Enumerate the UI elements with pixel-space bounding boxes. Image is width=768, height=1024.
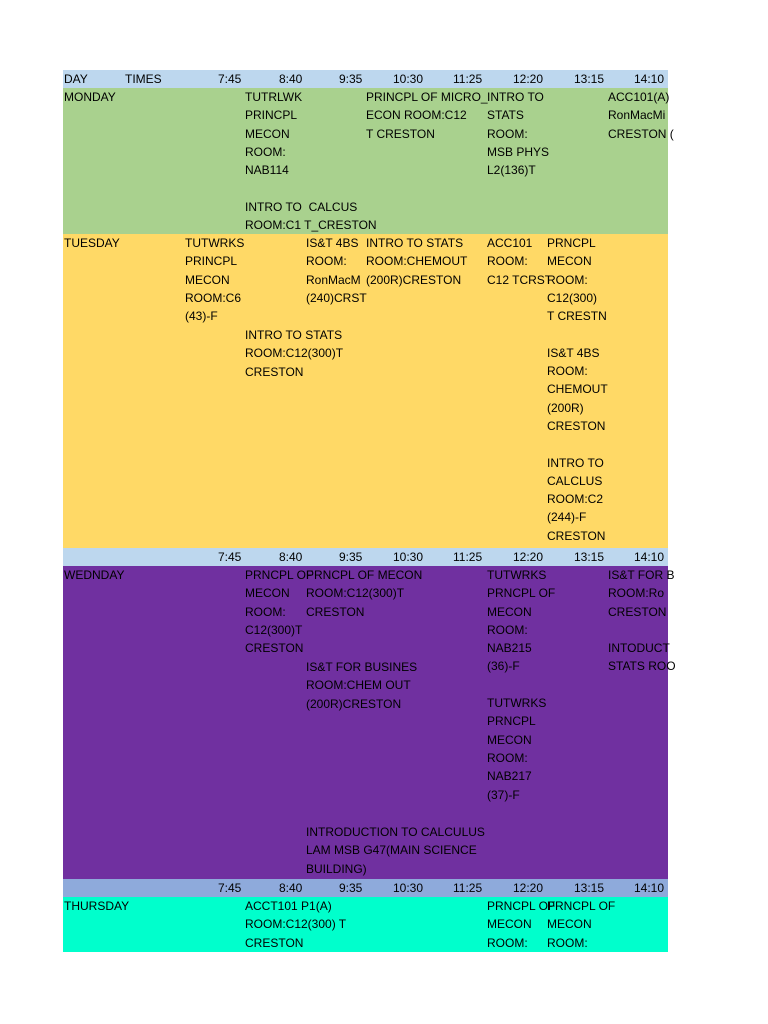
entry-line: MECON (487, 604, 532, 619)
entry-line: STATS (487, 108, 524, 123)
entry-line: C12(300) (547, 290, 598, 305)
entry-line: ROOM: (547, 272, 588, 287)
class-entry (306, 658, 436, 713)
entry-line: MECON (245, 586, 290, 601)
class-entry (487, 88, 550, 179)
time-header: 8:40 (279, 550, 303, 564)
entry-line: MECON (547, 254, 592, 269)
time-header: 7:45 (218, 881, 242, 895)
entry-line: IS&T FOR BUSINES (306, 660, 418, 674)
time-header: 14:10 (634, 72, 665, 86)
time-header: 8:40 (279, 72, 303, 86)
entry-line: L2(136)T (487, 163, 536, 178)
class-entry (547, 234, 607, 545)
entry-line: PRNCPL OF (487, 899, 556, 913)
class-entry (245, 198, 377, 235)
entry-line: PRNCPL (547, 236, 596, 250)
time-header: 10:30 (393, 881, 424, 895)
entry-line: RonMacMi (608, 108, 666, 123)
entry-line: IS&T 4BS (547, 345, 600, 360)
entry-line: ROOM: (306, 254, 347, 269)
time-header: 9:35 (339, 72, 363, 86)
class-entry (245, 566, 314, 657)
time-header: 10:30 (393, 72, 424, 86)
time-header: 11:25 (453, 72, 483, 86)
entry-line: (200R)CRESTON (366, 272, 462, 287)
time-header: 12:20 (513, 881, 544, 895)
entry-line: (240)CRST (306, 290, 367, 305)
entry-line: (200R)CRESTON (306, 696, 402, 711)
entry-line: ACCT101 P1(A) (245, 899, 332, 913)
entry-line: ROOM: (487, 622, 528, 637)
day-label-thursday: THURSDAY (64, 899, 130, 913)
entry-line: ROOM: (487, 750, 528, 765)
entry-line: TUTWRKS (185, 236, 245, 250)
entry-line: STATS ROO (608, 659, 676, 674)
entry-line: PRNCPL OF (245, 568, 314, 582)
class-entry (487, 897, 556, 952)
entry-line: LAM MSB G47(MAIN SCIENCE (306, 843, 477, 858)
time-header: 12:20 (513, 550, 544, 564)
entry-line: CALCLUS (547, 473, 603, 488)
time-header: 12:20 (513, 72, 544, 86)
entry-line: INTRO TO (487, 90, 544, 104)
entry-line: ROOM:CHEMOUT (366, 254, 468, 269)
class-entry (608, 88, 674, 143)
entry-line (547, 325, 607, 343)
entry-line: T CRESTON (366, 126, 435, 141)
entry-line: ACC101 (487, 236, 533, 250)
wednesday-row (63, 566, 676, 879)
entry-line: INTRO TO STATS (366, 236, 464, 250)
entry-line: ROOM: (245, 604, 286, 619)
class-entry (487, 234, 553, 289)
entry-line: ACC101(A) (608, 90, 670, 104)
entry-line: PRNCPL OF (547, 899, 616, 913)
class-entry (547, 897, 616, 952)
header-row (63, 548, 668, 566)
entry-line: INTODUCT (608, 641, 670, 656)
entry-line: CRESTON (306, 604, 365, 619)
entry-line: TUTWRKS (487, 568, 547, 582)
time-header: 7:45 (218, 550, 242, 564)
entry-line: PRNCPL OF MECON (306, 568, 423, 582)
timetable-sheet (63, 0, 676, 1024)
entry-line (487, 676, 547, 694)
entry-line: ROOM: (547, 364, 588, 379)
class-entry (306, 566, 426, 621)
entry-line: CRESTON ( (608, 126, 674, 141)
time-header: 11:25 (453, 550, 483, 564)
entry-line: INTRO TO (547, 455, 604, 470)
entry-line: INTRO TO STATS (245, 328, 343, 342)
entry-line: (37)-F (487, 787, 520, 802)
time-header: 13:15 (574, 72, 605, 86)
entry-line: TUTRLWK (245, 90, 303, 104)
class-entry (608, 566, 676, 676)
day-label-wednesday: WEDNDAY (64, 568, 125, 582)
time-header: 13:15 (574, 881, 605, 895)
class-entry (245, 88, 305, 179)
entry-line: (200R) (547, 400, 584, 415)
entry-line: CRESTON (245, 641, 304, 656)
time-header: 14:10 (634, 881, 665, 895)
time-header: 9:35 (339, 550, 363, 564)
entry-line: ROOM:C12(300) T (245, 917, 347, 932)
entry-line: PRNCPL OF (487, 586, 556, 601)
day-label-tuesday: TUESDAY (64, 236, 120, 250)
day-label-monday: MONDAY (64, 90, 116, 104)
monday-row (63, 88, 674, 234)
entry-line: ROOM: (487, 254, 528, 269)
entry-line: ROOM:C2 (547, 492, 604, 507)
class-entry (306, 234, 366, 307)
entry-line: CRESTON (245, 935, 304, 950)
time-header: 11:25 (453, 881, 483, 895)
time-header: 10:30 (393, 550, 424, 564)
entry-line: MECON (245, 126, 290, 141)
day-column-header: DAY (64, 72, 88, 86)
entry-line: ROOM:Ro (608, 586, 665, 601)
entry-line: NAB215 (487, 641, 532, 656)
entry-line: IS&T FOR B (608, 568, 675, 582)
entry-line: CRESTON (608, 604, 667, 619)
times-column-header: TIMES (125, 72, 162, 86)
tuesday-row (63, 234, 668, 548)
entry-line: RonMacM (306, 272, 361, 287)
time-header: 13:15 (574, 550, 605, 564)
entry-line: MECON (185, 272, 230, 287)
entry-line: TUTWRKS (487, 696, 547, 711)
entry-line: ROOM:C6 (185, 290, 242, 305)
class-entry (245, 326, 366, 381)
entry-line: ROOM:C1 T_CRESTON (245, 218, 377, 233)
entry-line: ECON ROOM:C12 (366, 108, 467, 123)
entry-line: PRINCPL OF MICRO_ (366, 90, 488, 104)
entry-line: CRESTON (547, 528, 606, 543)
entry-line: C12(300)T (245, 622, 303, 637)
entry-line: ROOM: (487, 935, 528, 950)
entry-line: T CRESTN (547, 309, 607, 324)
header-row (63, 70, 668, 88)
entry-line: ROOM:C12(300)T (245, 346, 344, 361)
entry-line: (36)-F (487, 659, 520, 674)
entry-line: MSB PHYS (487, 144, 550, 159)
time-header: 7:45 (218, 72, 242, 86)
entry-line (547, 435, 607, 453)
time-header: 14:10 (634, 550, 665, 564)
entry-line: ROOM:C12(300)T (306, 586, 405, 601)
thursday-row (63, 897, 668, 952)
entry-line: MECON (487, 732, 532, 747)
entry-line: NAB114 (245, 163, 289, 178)
entry-line: BUILDING) (306, 861, 367, 876)
class-entry (487, 566, 556, 804)
class-entry (185, 234, 245, 325)
entry-line: IS&T 4BS (306, 236, 359, 250)
entry-line: MECON (487, 917, 532, 932)
entry-line: ROOM: (487, 126, 528, 141)
entry-line: CRESTON (245, 364, 304, 379)
entry-line: INTRODUCTION TO CALCULUS (306, 825, 485, 839)
entry-line: NAB217 (487, 769, 532, 784)
time-header: 8:40 (279, 881, 303, 895)
class-entry (245, 897, 366, 952)
entry-line: C12 TCRST (487, 272, 553, 287)
class-entry (366, 234, 486, 289)
entry-line: ROOM: (547, 935, 588, 950)
header-row (63, 879, 668, 897)
entry-line (608, 621, 668, 639)
time-header: 9:35 (339, 881, 363, 895)
entry-line: ROOM:CHEM OUT (306, 678, 411, 693)
class-entry (306, 823, 487, 878)
entry-line: (43)-F (185, 309, 218, 324)
entry-line: PRNCPL (487, 714, 536, 729)
entry-line: PRINCPL (185, 254, 238, 269)
entry-line: CHEMOUT (547, 382, 608, 397)
entry-line: INTRO TO CALCUS (245, 200, 358, 214)
entry-line: ROOM: (245, 144, 286, 159)
entry-line: PRINCPL (245, 108, 298, 123)
entry-line: (244)-F (547, 510, 587, 525)
class-entry (366, 88, 486, 143)
entry-line: CRESTON (547, 418, 606, 433)
entry-line: MECON (547, 917, 592, 932)
